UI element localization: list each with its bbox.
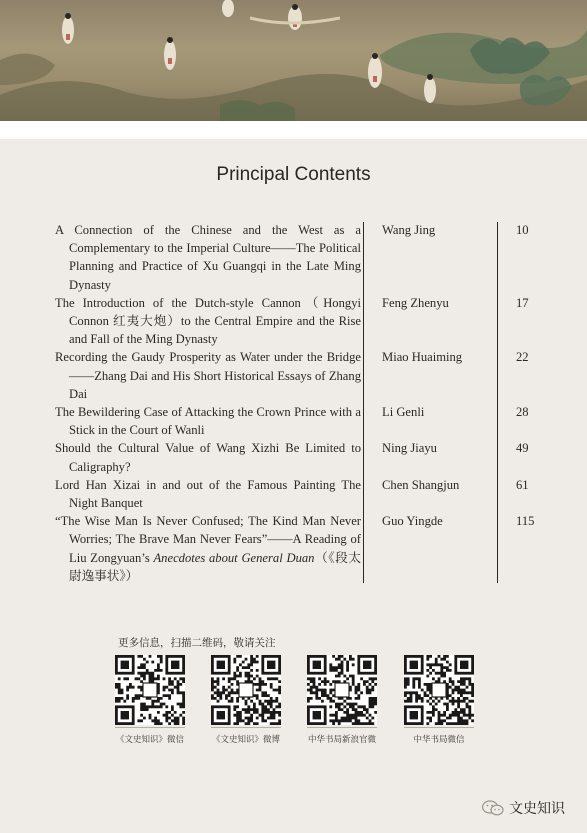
toc-row (55, 476, 545, 512)
article-title: “The Wise Man Is Never Confused; The Kind Man Never Worries; The Brave Man Never Fears”——A Reading of Liu Zongyuan’s Anecdotes about General Duan（《段太尉逸事状》） (55, 514, 362, 583)
toc-row (55, 294, 545, 349)
article-page: 61 (516, 477, 529, 492)
article-page: 10 (516, 223, 529, 237)
article-author: Li Genli (382, 405, 425, 420)
qr-code (307, 655, 377, 725)
article-page: 49 (516, 441, 529, 456)
article-author: Wang Jing (382, 223, 436, 237)
qr-underline (211, 727, 281, 728)
brand-watermark (482, 798, 565, 818)
page-title: Principal Contents (216, 164, 371, 185)
article-title: Recording the Gaudy Prosperity as Water under the Bridge——Zhang Dai and His Short Historical Essays of Zhang Dai (55, 350, 361, 401)
article-author: Chen Shangjun (382, 477, 460, 492)
article-author: Ning Jiayu (382, 441, 437, 456)
painting-illustration (0, 0, 587, 121)
article-title: The Bewildering Case of Attacking the Crown Prince with a Stick in the Court of Wanli (55, 405, 361, 438)
qr-label: 《文史知识》微信 (115, 735, 184, 745)
qr-underline (115, 727, 185, 728)
article-page: 17 (516, 295, 529, 310)
article-title: The Introduction of the Dutch-style Cannon（Hongyi Connon 红夷大炮）to the Central Empire and the Rise and Fall of the Ming Dynasty (55, 295, 361, 347)
article-title: Should the Cultural Value of Wang Xizhi Be Limited to Caligraphy? (55, 441, 361, 474)
painting-banner (0, 0, 587, 121)
toc-row (55, 512, 545, 585)
article-page: 22 (516, 350, 529, 365)
white-divider (0, 121, 587, 139)
qr-underline (307, 727, 377, 728)
article-page: 28 (516, 405, 529, 420)
article-author: Miao Huaiming (382, 350, 463, 365)
qr-code (404, 655, 474, 725)
brand-text: 文史知识 (509, 801, 565, 817)
qr-label: 《文史知识》微博 (211, 735, 280, 745)
article-title: Lord Han Xizai in and out of the Famous Painting The Night Banquet (55, 477, 361, 511)
article-author: Guo Yingde (382, 514, 443, 529)
toc-row (55, 439, 545, 475)
qr-caption: 更多信息，扫描二维码，敬请关注 (118, 637, 276, 649)
toc-row (55, 403, 545, 439)
qr-label: 中华书局新浪官微 (307, 735, 376, 745)
qr-label: 中华书局微信 (413, 735, 465, 745)
qr-code (115, 655, 185, 725)
qr-underline (404, 727, 474, 728)
contents-table (55, 221, 545, 585)
article-author: Feng Zhenyu (382, 295, 449, 310)
toc-row (55, 348, 545, 403)
qr-code (211, 655, 281, 725)
wechat-icon (482, 800, 504, 816)
toc-row (55, 221, 545, 294)
article-page: 115 (516, 514, 535, 529)
article-title: A Connection of the Chinese and the West as a Complementary to the Imperial Culture——The Political Planning and Practice of Xu Guangqi in the Late Ming Dynasty (55, 223, 361, 292)
